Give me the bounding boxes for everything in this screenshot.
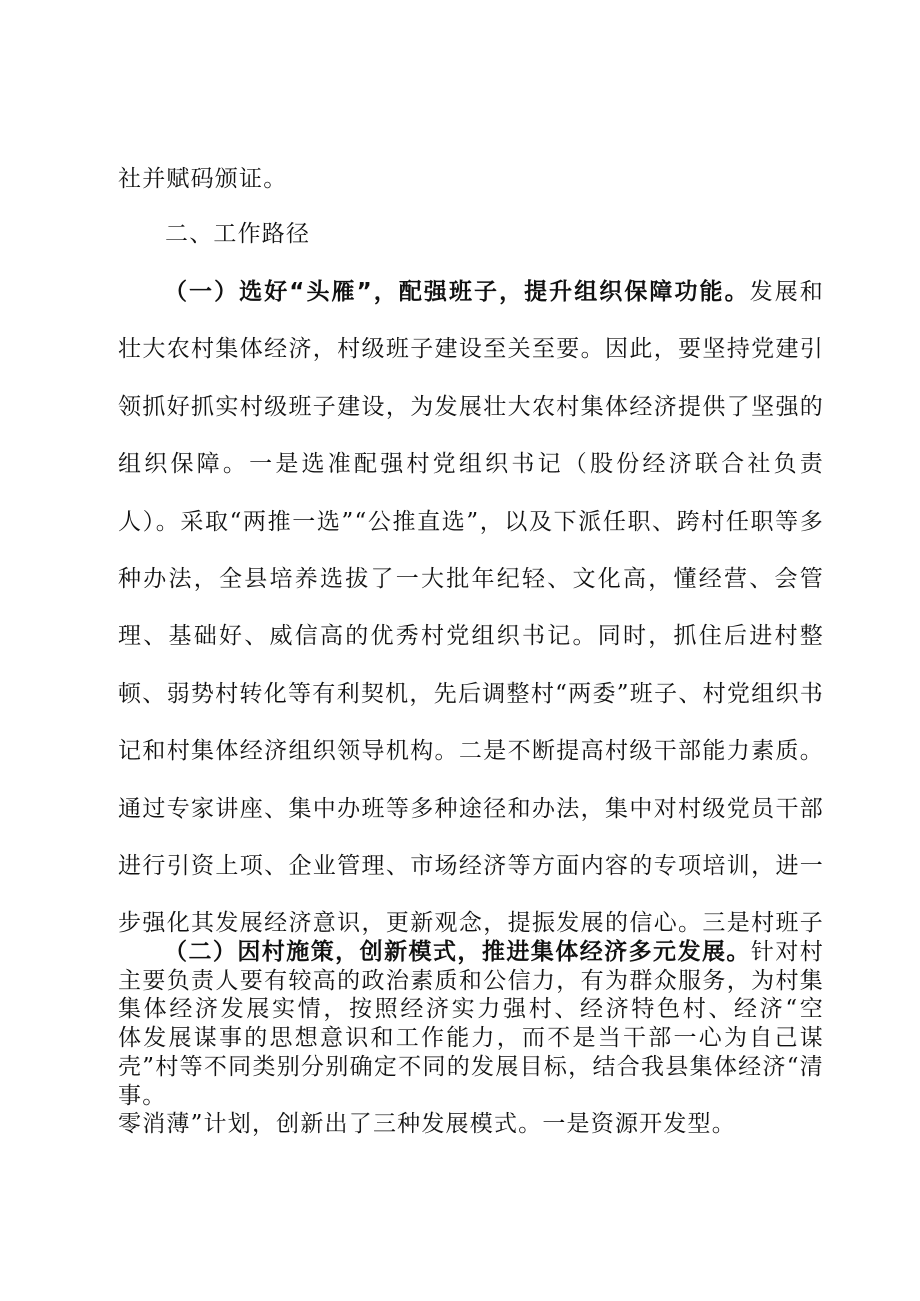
paragraph-two-lead: （二）因村施策，创新模式，推进集体经济多元发展。: [164, 939, 751, 965]
section-heading: 二、工作路径: [165, 221, 311, 247]
continued-paragraph: 社并赋码颁证。: [118, 166, 288, 192]
paragraph-two-body: 针对村集体经济发展实情，按照经济实力强村、经济特色村、经济“空壳”村等不同类别分别确定不同的发展目标，结合我县集体经济“清零消薄”计划，创新出了三种发展模式。一是资源开发型。: [118, 939, 824, 1138]
paragraph-one-body: 发展和壮大农村集体经济，村级班子建设至关至要。因此，要坚持党建引领抓好抓实村级班子建设，为发展壮大农村集体经济提供了坚强的组织保障。一是选准配强村党组织书记（股份经济联合社负责人）。采取“两推一选”“公推直选”，以及下派任职、跨村任职等多种办法，全县培养选拔了一大批年纪轻、文化高，懂经营、会管理、基础好、威信高的优秀村党组织书记。同时，抓住后进村整顿、弱势村转化等有利契机，先后调整村“两委”班子、村党组织书记和村集体经济组织领导机构。二是不断提高村级干部能力素质。通过专家讲座、集中办班等多种途径和办法，集中对村级党员干部进行引资上项、企业管理、市场经济等方面内容的专项培训，进一步强化其发展经济意识，更新观念，提振发展的信心。三是村班子主要负责人要有较高的政治素质和公信力，有为群众服务，为村集体发展谋事的思想意识和工作能力，而不是当干部一心为自己谋事。: [118, 279, 824, 1109]
paragraph-one-lead: （一）选好“头雁”，配强班子，提升组织保障功能。: [164, 279, 750, 305]
paragraph-two: [118, 924, 824, 1154]
